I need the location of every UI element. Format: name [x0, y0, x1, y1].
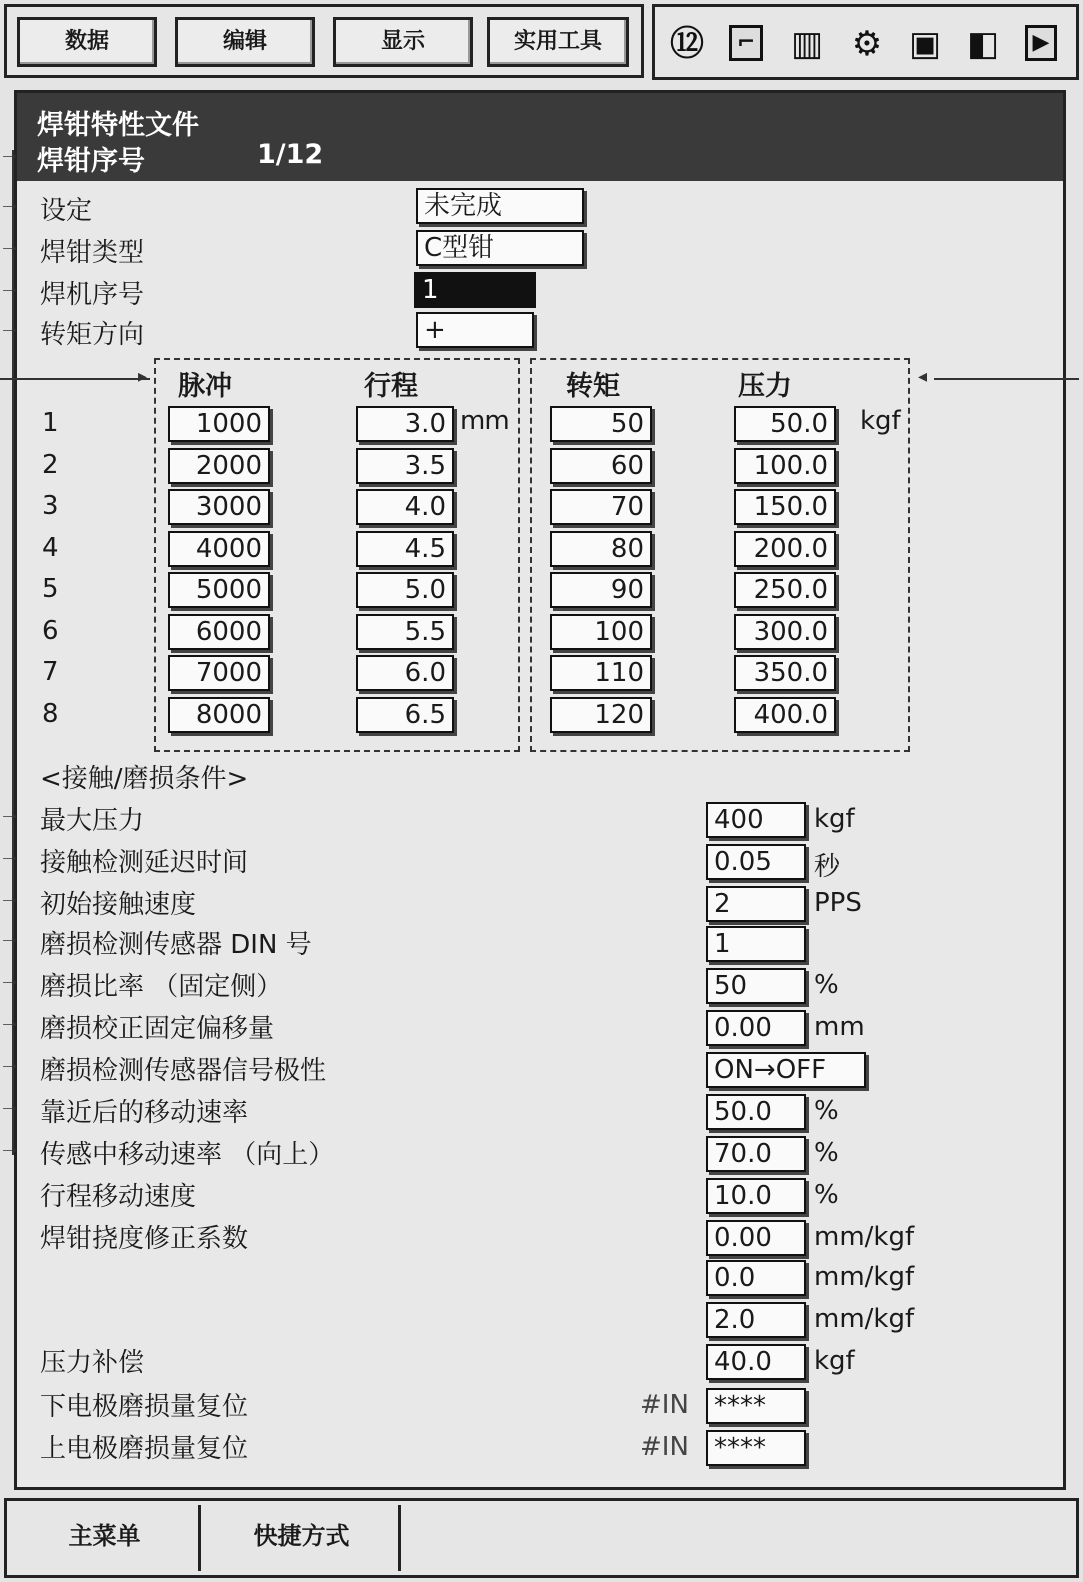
- row-arrow-icon: ➝: [2, 806, 18, 827]
- row-arrow-icon: ➝: [2, 320, 18, 341]
- torque-field[interactable]: 90: [550, 572, 652, 608]
- param-unit: %: [814, 1096, 839, 1126]
- arrow-left-icon: ◂: [918, 366, 928, 387]
- param-value-field[interactable]: 40.0: [706, 1344, 806, 1380]
- param-value-field[interactable]: 50.0: [706, 1094, 806, 1130]
- param-value-field[interactable]: 400: [706, 802, 806, 838]
- setting-status-field[interactable]: 未完成: [416, 188, 584, 224]
- param-unit: %: [814, 1138, 839, 1168]
- param-value-field[interactable]: 1: [706, 926, 806, 962]
- param-unit: mm/kgf: [814, 1262, 915, 1292]
- welder-no-field[interactable]: 1: [414, 272, 536, 308]
- param-unit: mm/kgf: [814, 1222, 915, 1252]
- pulse-field[interactable]: 6000: [168, 614, 270, 650]
- pressure-field[interactable]: 200.0: [734, 531, 836, 567]
- col-header-pressure: 压力: [738, 371, 792, 402]
- param-unit: mm: [814, 1012, 865, 1042]
- param-value-field[interactable]: 2: [706, 886, 806, 922]
- bottom-bar: [4, 1498, 1079, 1578]
- row-arrow-icon: ➝: [2, 196, 18, 217]
- pulse-field[interactable]: 8000: [168, 697, 270, 733]
- stroke-field[interactable]: 5.5: [356, 614, 454, 650]
- col-header-torque: 转矩: [566, 371, 620, 402]
- pulse-field[interactable]: 2000: [168, 448, 270, 484]
- title-bar: [17, 93, 1063, 181]
- param-unit: PPS: [814, 888, 862, 918]
- row-arrow-icon: ➝: [2, 930, 18, 951]
- torque-field[interactable]: 50: [550, 406, 652, 442]
- param-value-field[interactable]: 0.00: [706, 1010, 806, 1046]
- servo-icon[interactable]: ▥: [790, 24, 824, 64]
- row-arrow-icon: ➝: [2, 238, 18, 259]
- pointer-line-right: [934, 378, 1079, 380]
- stroke-field[interactable]: 6.0: [356, 655, 454, 691]
- param-label: 磨损校正固定偏移量: [40, 1014, 275, 1044]
- pressure-field[interactable]: 50.0: [734, 406, 836, 442]
- param-label: 靠近后的移动速率: [40, 1098, 249, 1128]
- param-label: 焊钳挠度修正系数: [40, 1224, 249, 1254]
- welder-no-label: 焊机序号: [40, 280, 145, 310]
- col-header-stroke: 行程: [364, 371, 418, 402]
- param-label: 上电极磨损量复位: [40, 1434, 249, 1464]
- main-menu-button[interactable]: 主菜单: [11, 1505, 201, 1571]
- col-header-pulse: 脉冲: [178, 371, 232, 402]
- torque-field[interactable]: 70: [550, 489, 652, 525]
- stroke-field[interactable]: 5.0: [356, 572, 454, 608]
- pressure-field[interactable]: 150.0: [734, 489, 836, 525]
- param-label: 最大压力: [40, 806, 145, 836]
- pulse-field[interactable]: 7000: [168, 655, 270, 691]
- page-title: 焊钳特性文件: [37, 110, 199, 141]
- stroke-field[interactable]: 3.0: [356, 406, 454, 442]
- row-number: 2: [42, 450, 59, 480]
- arrow-right-icon: ▸: [138, 366, 148, 387]
- gun-type-field[interactable]: C型钳: [416, 230, 584, 266]
- torque-direction-field[interactable]: +: [416, 312, 534, 348]
- menu-utility-button[interactable]: 实用工具: [487, 17, 629, 67]
- torque-field[interactable]: 120: [550, 697, 652, 733]
- torque-field[interactable]: 80: [550, 531, 652, 567]
- stroke-field[interactable]: 3.5: [356, 448, 454, 484]
- monitor-icon[interactable]: ▣: [908, 24, 942, 64]
- row-arrow-icon: ➝: [2, 972, 18, 993]
- row-arrow-icon: ➝: [2, 1014, 18, 1035]
- param-value-field[interactable]: 50: [706, 968, 806, 1004]
- row-number: 1: [42, 408, 59, 438]
- input-prefix: #IN: [640, 1432, 689, 1462]
- shortcut-button[interactable]: 快捷方式: [205, 1505, 401, 1571]
- param-value-field[interactable]: 70.0: [706, 1136, 806, 1172]
- param-value-field[interactable]: 0.05: [706, 844, 806, 880]
- input-prefix: #IN: [640, 1390, 689, 1420]
- page-icon[interactable]: ◧: [966, 24, 1000, 64]
- stroke-field[interactable]: 6.5: [356, 697, 454, 733]
- param-label: 磨损比率 （固定侧）: [40, 972, 283, 1002]
- row-arrow-icon: ➝: [2, 146, 18, 167]
- param-unit: kgf: [814, 804, 855, 834]
- pressure-field[interactable]: 400.0: [734, 697, 836, 733]
- row-number: 6: [42, 616, 59, 646]
- toolbar: [652, 4, 1079, 80]
- param-unit: 秒: [814, 852, 841, 882]
- row-arrow-icon: ➝: [2, 1098, 18, 1119]
- row-arrow-icon: ➝: [2, 890, 18, 911]
- gun-no-label: 焊钳序号: [37, 146, 145, 177]
- param-value-field[interactable]: 0.00: [706, 1220, 806, 1256]
- param-unit: %: [814, 1180, 839, 1210]
- param-value-field[interactable]: ON→OFF: [706, 1052, 866, 1088]
- param-label: 传感中移动速率 （向上）: [40, 1140, 335, 1170]
- gun-type-label: 焊钳类型: [40, 238, 145, 268]
- pulse-field[interactable]: 4000: [168, 531, 270, 567]
- menu-edit-button[interactable]: 编辑: [175, 17, 315, 67]
- pressure-field[interactable]: 250.0: [734, 572, 836, 608]
- row-arrow-icon: ➝: [2, 280, 18, 301]
- param-label: 初始接触速度: [40, 890, 197, 920]
- row-arrow-icon: ➝: [2, 848, 18, 869]
- robot-icon[interactable]: ⚙: [851, 24, 883, 64]
- row-number: 5: [42, 574, 59, 604]
- setting-label: 设定: [40, 196, 93, 226]
- row-number: 8: [42, 699, 59, 729]
- menu-display-button[interactable]: 显示: [333, 17, 473, 67]
- pressure-field[interactable]: 300.0: [734, 614, 836, 650]
- param-label: 压力补偿: [40, 1348, 145, 1378]
- param-label: 接触检测延迟时间: [40, 848, 249, 878]
- torque-field[interactable]: 110: [550, 655, 652, 691]
- row-arrow-icon: ➝: [2, 1140, 18, 1161]
- param-value-field[interactable]: ****: [706, 1388, 806, 1424]
- param-unit: kgf: [814, 1346, 855, 1376]
- param-value-field[interactable]: 0.0: [706, 1260, 806, 1296]
- row-arrow-icon: ➝: [2, 1056, 18, 1077]
- param-label: 行程移动速度: [40, 1182, 197, 1212]
- pressure-field[interactable]: 350.0: [734, 655, 836, 691]
- stroke-unit: mm: [460, 406, 509, 436]
- menu-data-button[interactable]: 数据: [17, 17, 157, 67]
- stroke-field[interactable]: 4.5: [356, 531, 454, 567]
- next-icon[interactable]: ▶: [1025, 25, 1057, 61]
- pulse-field[interactable]: 3000: [168, 489, 270, 525]
- gun-no-value[interactable]: 1/12: [257, 139, 324, 170]
- param-value-field[interactable]: ****: [706, 1430, 806, 1466]
- row-number: 7: [42, 657, 59, 687]
- section-title: <接触/磨损条件>: [40, 764, 249, 794]
- row-number: 4: [42, 533, 59, 563]
- row-number: 3: [42, 491, 59, 521]
- torque-field[interactable]: 60: [550, 448, 652, 484]
- pointer-line-left: [0, 378, 150, 380]
- param-label: 下电极磨损量复位: [40, 1392, 249, 1422]
- menu-bar: [4, 4, 644, 78]
- torque-field[interactable]: 100: [550, 614, 652, 650]
- torque-direction-label: 转矩方向: [40, 320, 145, 350]
- cycle-icon[interactable]: ⌐: [729, 25, 763, 61]
- param-value-field[interactable]: 2.0: [706, 1302, 806, 1338]
- pressure-field[interactable]: 100.0: [734, 448, 836, 484]
- pressure-unit: kgf: [860, 406, 901, 436]
- pulse-field[interactable]: 1000: [168, 406, 270, 442]
- param-unit: %: [814, 970, 839, 1000]
- param-label: 磨损检测传感器信号极性: [40, 1056, 327, 1086]
- stroke-field[interactable]: 4.0: [356, 489, 454, 525]
- param-value-field[interactable]: 10.0: [706, 1178, 806, 1214]
- job-icon[interactable]: ⑫: [670, 24, 704, 64]
- pulse-field[interactable]: 5000: [168, 572, 270, 608]
- param-unit: mm/kgf: [814, 1304, 915, 1334]
- param-label: 磨损检测传感器 DIN 号: [40, 930, 312, 960]
